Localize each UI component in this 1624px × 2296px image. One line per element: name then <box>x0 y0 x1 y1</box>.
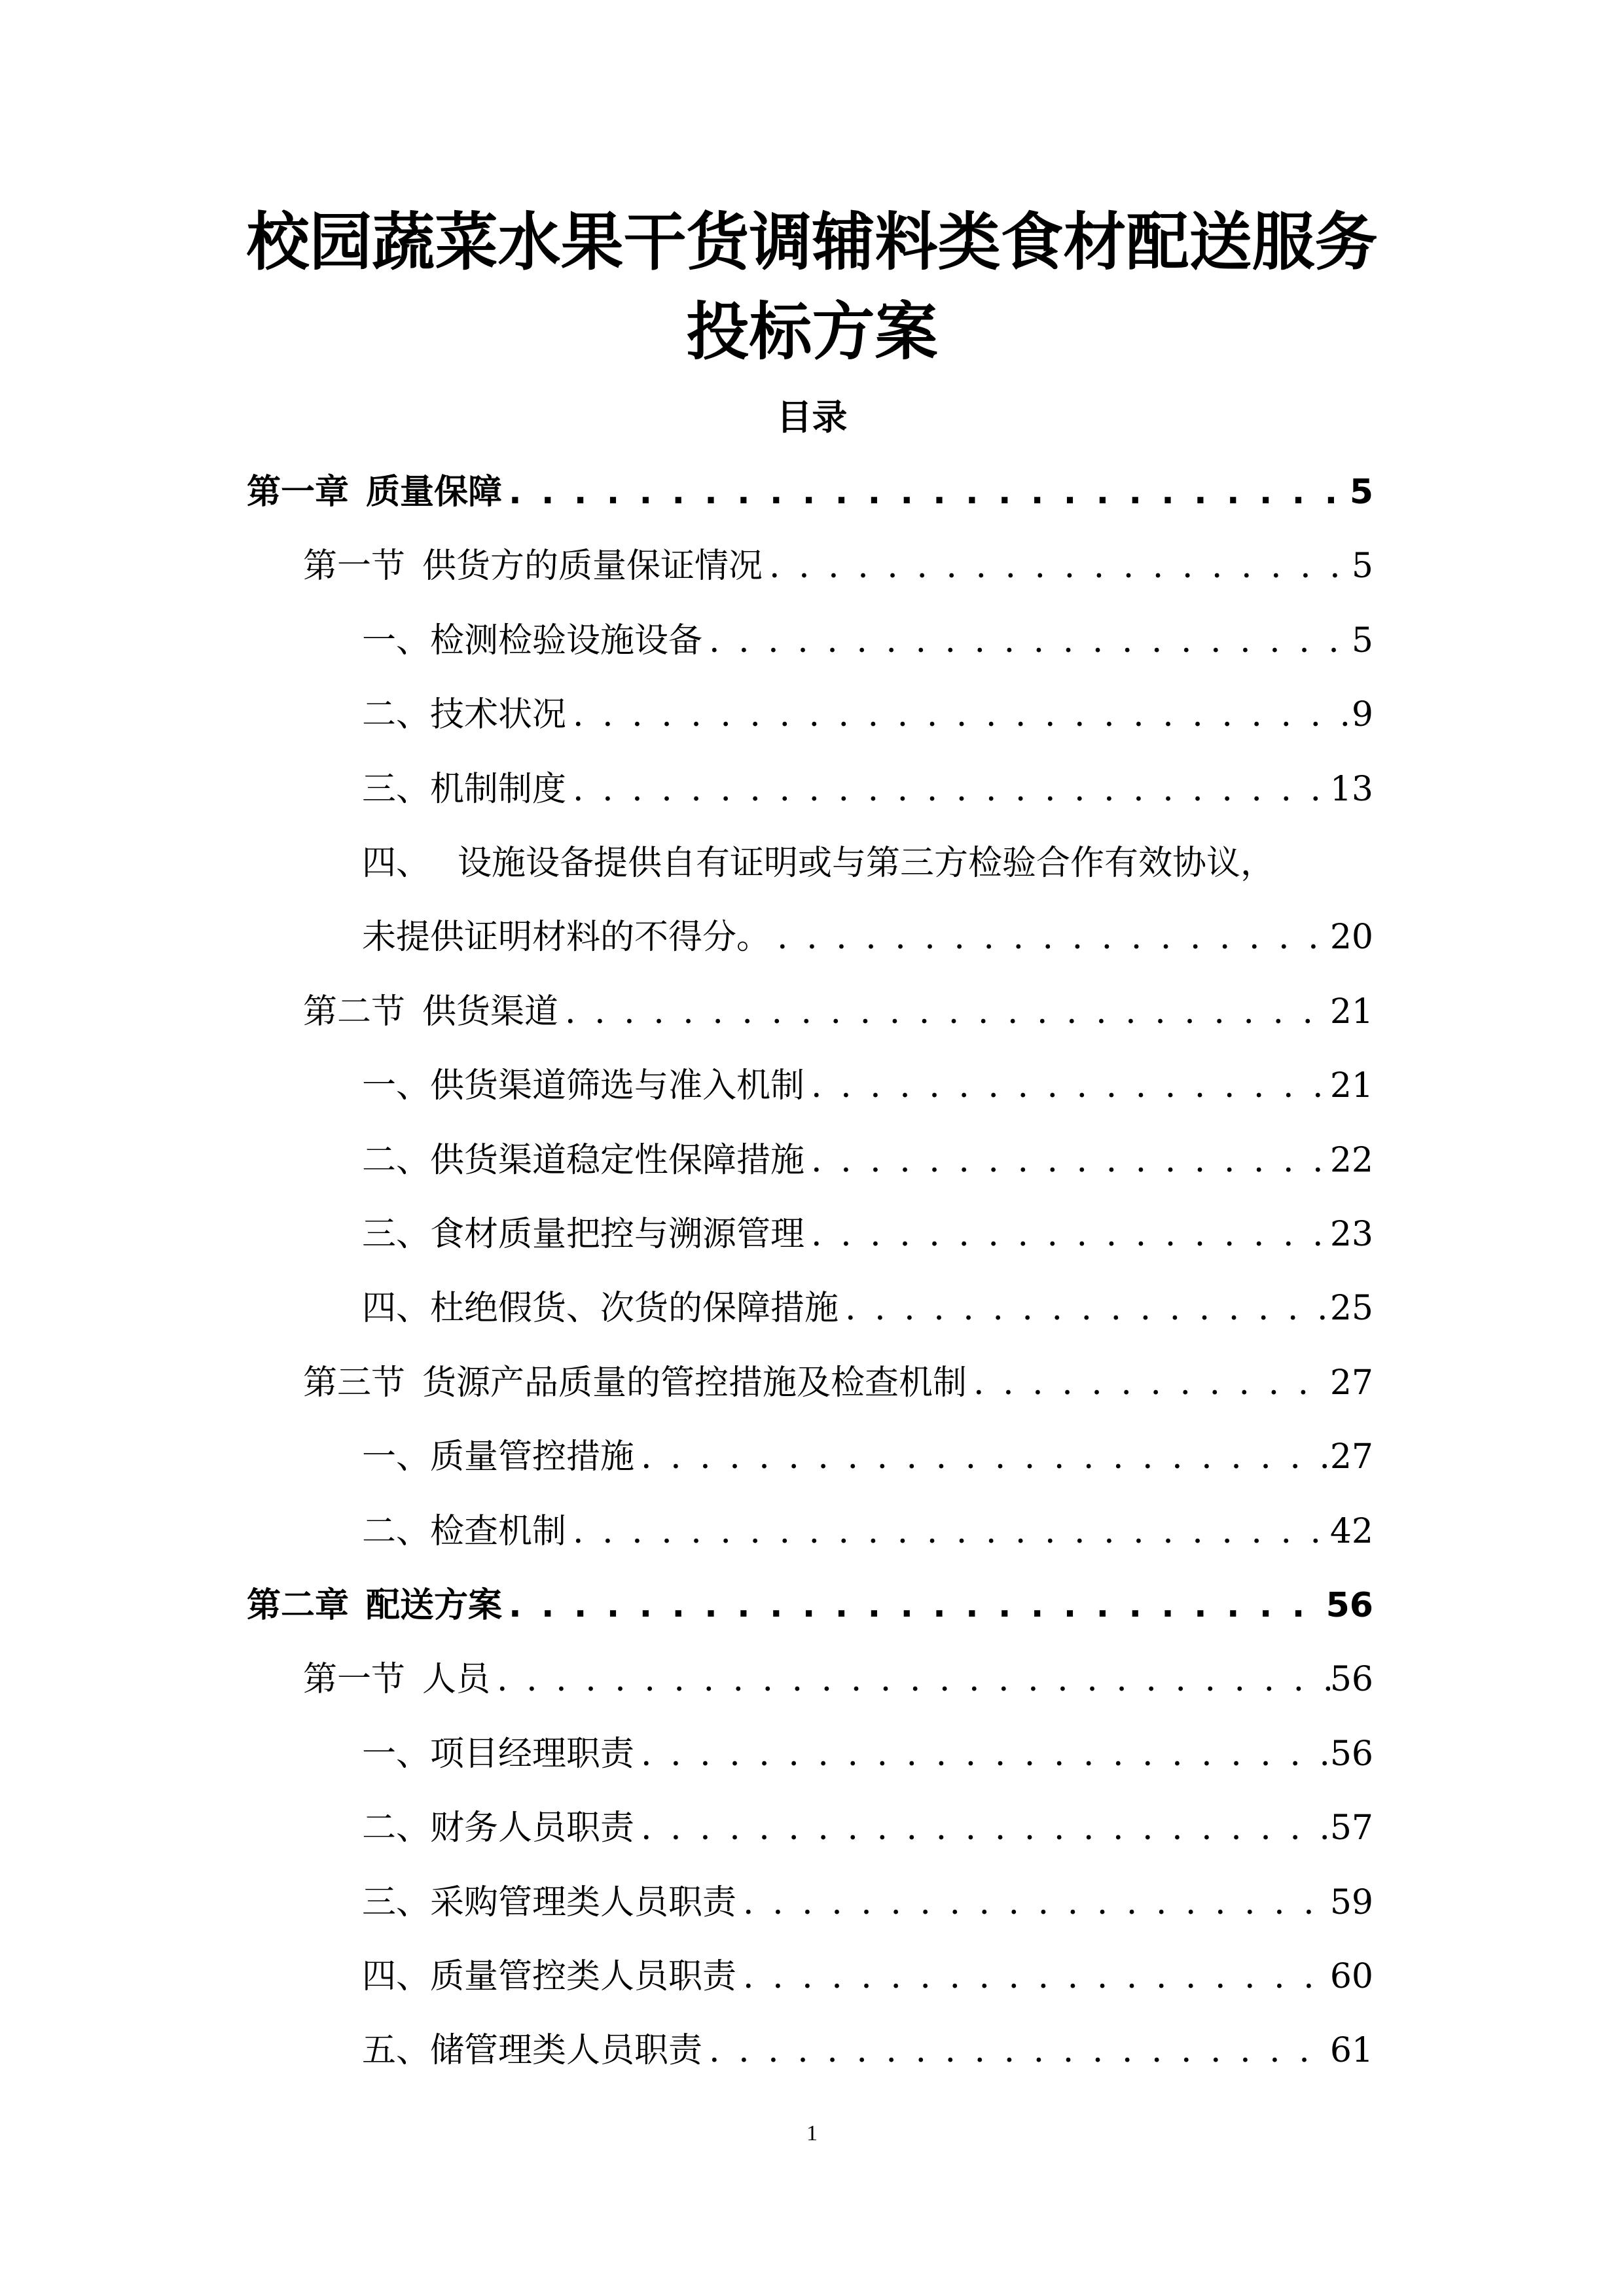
toc-leader-dots <box>558 986 1330 1038</box>
toc-entry-page: 56 <box>1326 1586 1373 1625</box>
toc-entry[interactable] <box>362 2024 1373 2077</box>
toc-heading: 目录 <box>776 397 848 438</box>
toc-entry[interactable] <box>362 763 1373 816</box>
toc-entry-label: 财务人员职责 <box>430 1808 635 1848</box>
toc-entry-page: 9 <box>1351 695 1373 735</box>
toc-entry[interactable] <box>362 1208 1373 1261</box>
toc-entry-page: 42 <box>1329 1511 1373 1551</box>
toc-entry-number: 三、 <box>362 1882 431 1922</box>
toc-entry[interactable] <box>362 615 1373 667</box>
toc-leader-dots <box>634 1728 1330 1780</box>
document-title-line-1: 校园蔬菜水果干货调辅料类食材配送服务 <box>246 206 1378 279</box>
toc-entry-number: 一、 <box>362 620 431 660</box>
toc-leader-dots <box>839 1282 1330 1335</box>
toc-entry-page: 21 <box>1329 1066 1373 1106</box>
toc-entry[interactable] <box>362 1876 1373 1929</box>
toc-entry-page: 56 <box>1329 1660 1373 1700</box>
toc-entry-page: 60 <box>1329 1957 1373 1996</box>
toc-entry[interactable] <box>362 1728 1373 1780</box>
toc-entry-number: 第二节 <box>303 992 406 1031</box>
toc-entry[interactable] <box>303 1653 1373 1706</box>
toc-leader-dots <box>566 689 1352 741</box>
toc-entry-page: 25 <box>1329 1289 1373 1329</box>
toc-entry-label: 质量保障 <box>366 473 503 512</box>
document-title-line-2: 投标方案 <box>686 295 938 368</box>
toc-entry-label: 采购管理类人员职责 <box>430 1882 737 1922</box>
toc-entry-page: 22 <box>1329 1140 1373 1180</box>
toc-entry-number: 四、 <box>362 1289 431 1329</box>
toc-entry[interactable] <box>362 911 1373 963</box>
toc-entry-label: 人员 <box>422 1660 491 1700</box>
toc-leader-dots <box>634 1431 1330 1483</box>
toc-leader-dots <box>736 1876 1330 1929</box>
toc-entry[interactable] <box>247 466 1373 518</box>
toc-entry-label: 质量管控类人员职责 <box>430 1957 737 1996</box>
toc-entry-page: 5 <box>1351 547 1373 586</box>
toc-entry[interactable] <box>362 1802 1373 1854</box>
toc-entry-number: 四、 <box>362 844 431 883</box>
toc-entry-number: 二、 <box>362 695 431 735</box>
toc-leader-dots <box>566 1505 1330 1558</box>
toc-entry-number: 一、 <box>362 1066 431 1106</box>
toc-entry[interactable] <box>362 1282 1373 1335</box>
toc-entry[interactable] <box>362 837 1274 889</box>
toc-entry-number: 一、 <box>362 1734 431 1774</box>
toc-entry-label: 供货方的质量保证情况 <box>422 547 763 586</box>
toc-entry-label: 供货渠道 <box>422 992 559 1031</box>
toc-entry[interactable] <box>303 986 1373 1038</box>
toc-entry-page: 20 <box>1329 918 1373 958</box>
toc-entry-number: 二、 <box>362 1140 431 1180</box>
toc-entry-number: 二、 <box>362 1511 431 1551</box>
toc-leader-dots <box>702 2024 1330 2077</box>
toc-leader-dots <box>967 1357 1330 1409</box>
toc-entry-number: 第三节 <box>303 1363 406 1403</box>
toc-entry-page: 61 <box>1329 2031 1373 2071</box>
toc-entry-page: 56 <box>1329 1734 1373 1774</box>
toc-entry-label: 供货渠道稳定性保障措施 <box>430 1140 805 1180</box>
toc-leader-dots <box>502 466 1350 518</box>
toc-leader-dots <box>736 1950 1330 2003</box>
toc-entry[interactable] <box>362 1431 1373 1483</box>
toc-leader-dots <box>502 1579 1326 1632</box>
toc-entry-page: 27 <box>1329 1363 1373 1403</box>
toc-entry-label: 食材质量把控与溯源管理 <box>430 1215 805 1254</box>
toc-entry-number: 三、 <box>362 769 431 809</box>
toc-entry-number: 四、 <box>362 1957 431 1996</box>
toc-leader-dots <box>804 1134 1330 1187</box>
toc-leader-dots <box>804 1060 1330 1112</box>
toc-entry-number: 三、 <box>362 1215 431 1254</box>
toc-entry-label: 杜绝假货、次货的保障措施 <box>430 1289 839 1329</box>
toc-entry-label: 未提供证明材料的不得分。 <box>362 918 771 958</box>
toc-entry-number: 一、 <box>362 1437 431 1477</box>
toc-entry-page: 57 <box>1329 1808 1373 1848</box>
toc-leader-dots <box>566 763 1330 816</box>
toc-entry-page: 23 <box>1329 1215 1373 1254</box>
toc-entry-label: 质量管控措施 <box>430 1437 635 1477</box>
toc-entry-label: 供货渠道筛选与准入机制 <box>430 1066 805 1106</box>
toc-entry-label: 检查机制 <box>430 1511 567 1551</box>
toc-leader-dots <box>804 1208 1330 1261</box>
toc-entry-label: 设施设备提供自有证明或与第三方检验合作有效协议， <box>458 844 1275 883</box>
toc-entry[interactable] <box>303 540 1373 592</box>
toc-leader-dots <box>634 1802 1330 1854</box>
toc-leader-dots <box>490 1653 1330 1706</box>
toc-entry-number: 第一节 <box>303 1660 406 1700</box>
page-number: 1 <box>806 2121 818 2145</box>
toc-entry[interactable] <box>247 1579 1373 1632</box>
toc-entry[interactable] <box>362 689 1373 741</box>
toc-entry-label: 技术状况 <box>430 695 567 735</box>
toc-entry-page: 27 <box>1329 1437 1373 1477</box>
toc-entry-page: 59 <box>1329 1882 1373 1922</box>
toc-entry[interactable] <box>362 1060 1373 1112</box>
toc-entry-number: 五、 <box>362 2031 431 2071</box>
toc-entry-page: 5 <box>1349 473 1373 512</box>
toc-entry-number: 二、 <box>362 1808 431 1848</box>
toc-entry-page: 13 <box>1329 769 1373 809</box>
toc-entry-label: 配送方案 <box>366 1586 503 1625</box>
toc-entry[interactable] <box>362 1505 1373 1558</box>
toc-leader-dots <box>702 615 1352 667</box>
toc-entry[interactable] <box>362 1134 1373 1187</box>
toc-leader-dots <box>763 540 1352 592</box>
toc-entry-number: 第一章 <box>247 473 350 512</box>
toc-entry-label: 检测检验设施设备 <box>430 620 703 660</box>
toc-entry-number: 第二章 <box>247 1586 350 1625</box>
toc-entry[interactable] <box>362 1950 1373 2003</box>
toc-entry[interactable] <box>303 1357 1373 1409</box>
toc-entry-number: 第一节 <box>303 547 406 586</box>
toc-leader-dots <box>770 911 1330 963</box>
toc-entry-label: 项目经理职责 <box>430 1734 635 1774</box>
toc-entry-page: 5 <box>1351 620 1373 660</box>
toc-entry-label: 货源产品质量的管控措施及检查机制 <box>422 1363 967 1403</box>
toc-entry-label: 储管理类人员职责 <box>430 2031 703 2071</box>
toc-entry-label: 机制制度 <box>430 769 567 809</box>
toc-entry-page: 21 <box>1329 992 1373 1031</box>
